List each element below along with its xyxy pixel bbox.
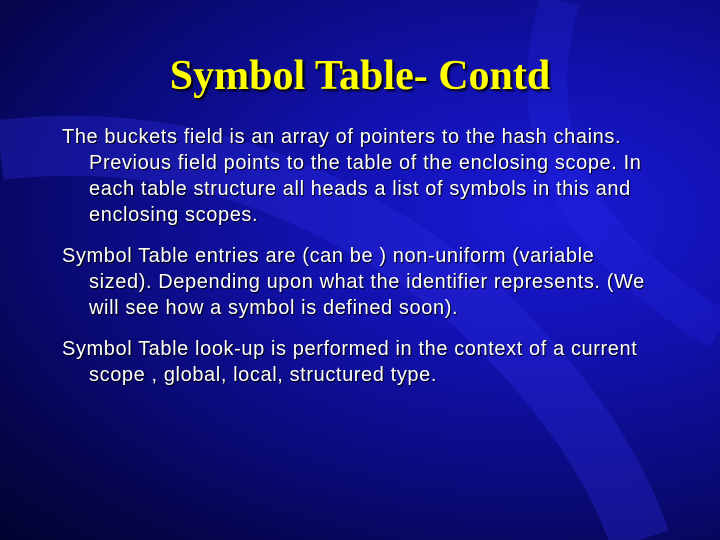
bullet-item: Symbol Table entries are (can be ) non-uniform (variable sized). Depending upon what the identifier represents. (We will see how a symbol is defined soon). bbox=[62, 245, 645, 319]
bullet-item: Symbol Table look-up is performed in the context of a current scope , global, local, structured type. bbox=[62, 338, 638, 386]
slide-title: Symbol Table- Contd bbox=[169, 53, 551, 99]
bullet-item: The buckets field is an array of pointers to the hash chains. Previous field points to the table of the enclosing scope. In each table structure all heads a list of symbols in this and enclosing scopes. bbox=[62, 126, 642, 226]
bullet-list bbox=[62, 124, 662, 403]
